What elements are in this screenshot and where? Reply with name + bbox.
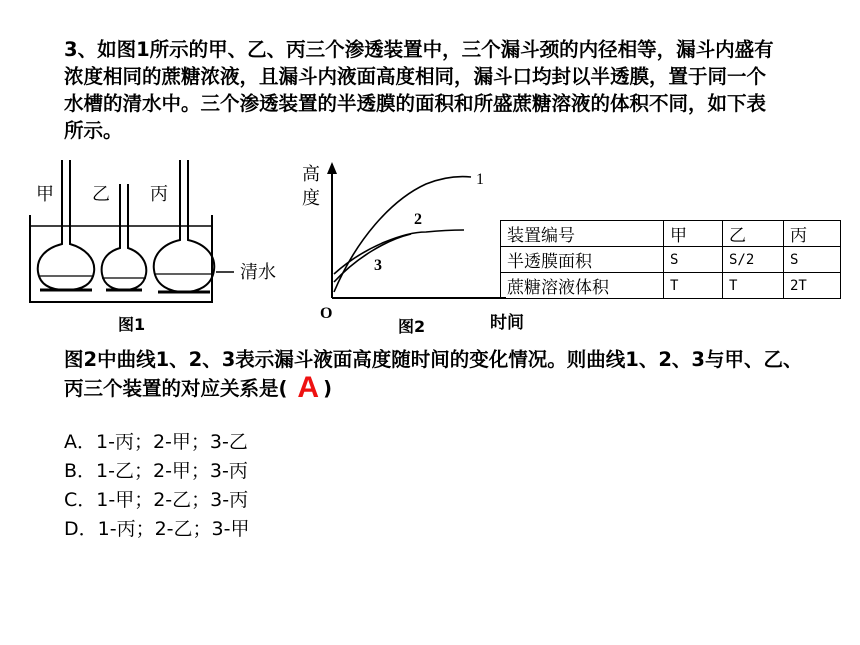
table-header-row [501,221,841,247]
question-body: 、如图1所示的甲、乙、丙三个渗透装置中，三个漏斗颈的内径相等，漏斗内盛有浓度相同的蔗糖浓液，且漏斗内液面高度相同，漏斗口均封以半透膜，置于同一个水槽的清水中。三个渗透装置的半透膜的面积和所盛蔗糖溶液的体积不同，如下表所示。 [64,38,774,142]
curve-2 [334,230,464,274]
table-row [501,273,841,299]
table-cell: S [784,247,841,273]
table-header-cell: 丙 [784,221,841,247]
curve-label-3: 3 [374,257,382,274]
table-cell: T [723,273,784,299]
curve-label-2: 2 [414,211,422,228]
table-cell: 半透膜面积 [501,247,664,273]
curve-label-1: 1 [476,171,484,188]
answer-options [64,428,249,544]
table-cell: 蔗糖溶液体积 [501,273,664,299]
table-cell: T [664,273,723,299]
figure-1-caption: 图1 [118,315,146,334]
label-jia: 甲 [36,184,54,205]
label-yi: 乙 [92,184,110,205]
table-header-cell: 甲 [664,221,723,247]
x-axis-label: 时间 [490,313,524,333]
description-body: 图2中曲线1、2、3表示漏斗液面高度随时间的变化情况。则曲线1、2、3与甲、乙、丙三个装置的对应关系是( [64,348,803,400]
table-row [501,247,841,273]
option-d: D．1-丙；2-乙；3-甲 [64,518,250,540]
figure-2-caption: 图2 [398,317,426,336]
device-table [500,220,841,299]
curve-3 [334,234,411,282]
label-water: 清水 [240,262,276,283]
curve-1 [334,177,471,292]
question-text [64,36,784,144]
y-axis-label-1: 高 [302,164,320,185]
table-cell: S/2 [723,247,784,273]
description-close: ) [323,377,333,400]
table-cell: S [664,247,723,273]
origin-label: O [320,305,333,322]
description-text [64,346,804,403]
y-axis-label-2: 度 [302,188,320,209]
question-number: 3 [64,38,78,61]
funnel-jia [38,160,94,290]
option-c: C．1-甲；2-乙；3-丙 [64,489,249,511]
option-a: A．1-丙；2-甲；3-乙 [64,431,248,453]
option-b: B．1-乙；2-甲；3-丙 [64,460,248,482]
table-cell: 2T [784,273,841,299]
table-header-cell: 装置编号 [501,221,664,247]
label-bing: 丙 [150,184,168,205]
answer-mark: A [297,371,320,404]
table-header-cell: 乙 [723,221,784,247]
figure-1 [22,160,294,338]
